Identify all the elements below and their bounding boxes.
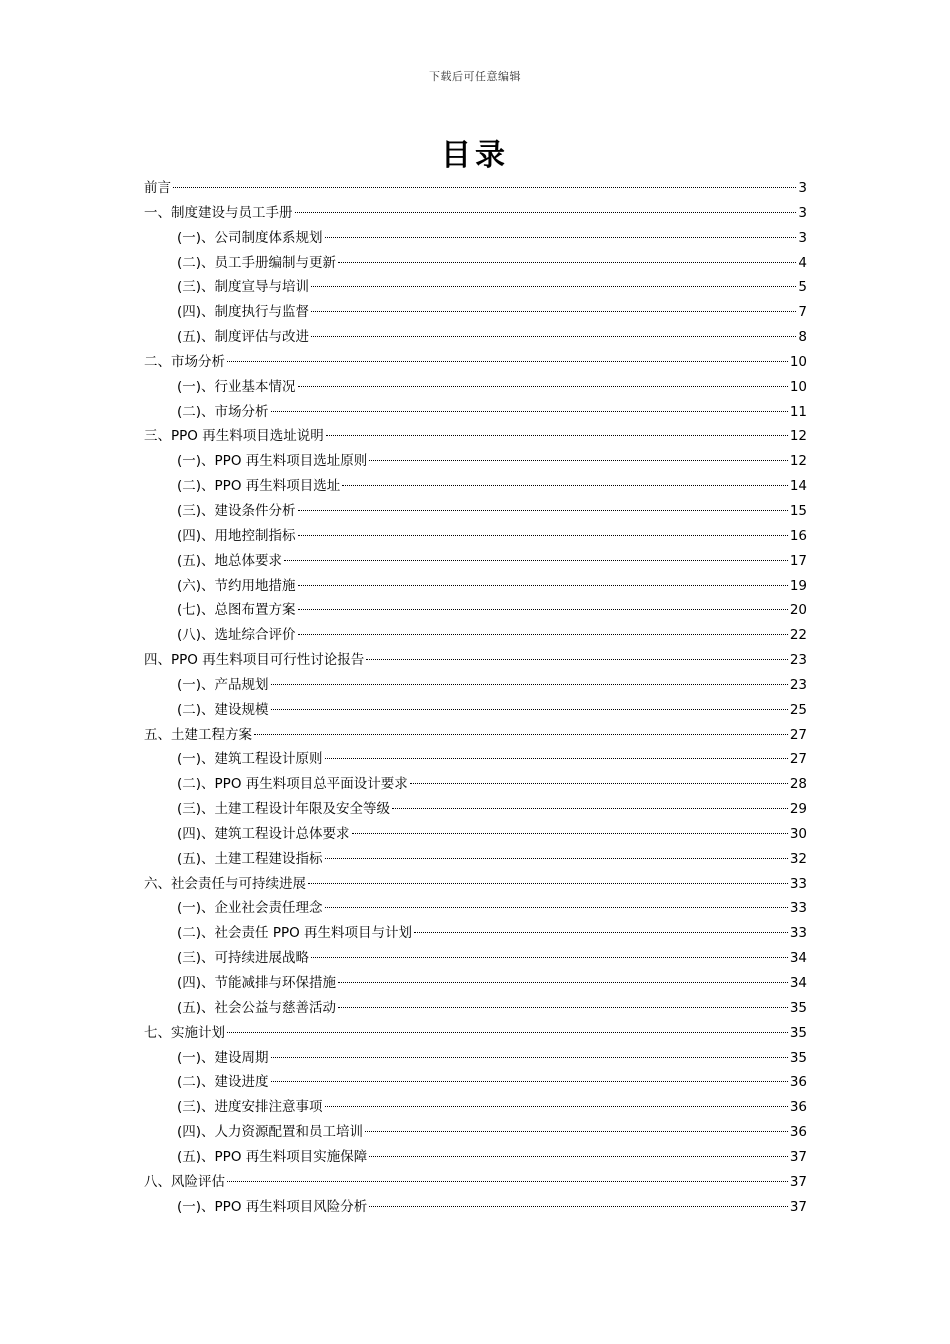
toc-entry-label: 三、PPO 再生料项目选址说明 xyxy=(144,428,324,445)
toc-section-entry[interactable] xyxy=(144,574,807,599)
table-of-contents xyxy=(144,176,807,1219)
download-edit-note: 下载后可任意编辑 xyxy=(429,70,521,83)
toc-entry-label: (三)、建设条件分析 xyxy=(177,502,296,519)
toc-entry-label: (二)、PPO 再生料项目选址 xyxy=(177,478,341,495)
toc-section-entry[interactable] xyxy=(144,325,807,350)
toc-section-entry[interactable] xyxy=(144,1120,807,1145)
toc-entry-label: (四)、建筑工程设计总体要求 xyxy=(177,825,350,842)
toc-dot-leader xyxy=(392,808,788,809)
toc-entry-label: (四)、用地控制指标 xyxy=(177,527,296,544)
toc-dot-leader xyxy=(254,734,788,735)
toc-dot-leader xyxy=(338,1007,788,1008)
toc-dot-leader xyxy=(311,311,796,312)
toc-dot-leader xyxy=(311,286,796,287)
toc-entry-label: (三)、土建工程设计年限及安全等级 xyxy=(177,801,391,818)
toc-dot-leader xyxy=(325,858,788,859)
toc-dot-leader xyxy=(338,262,796,263)
toc-dot-leader xyxy=(271,411,788,412)
toc-entry-label: (三)、进度安排注意事项 xyxy=(177,1099,323,1116)
toc-section-entry[interactable] xyxy=(144,375,807,400)
toc-chapter-entry[interactable] xyxy=(144,648,807,673)
toc-dot-leader xyxy=(308,883,788,884)
toc-dot-leader xyxy=(369,460,788,461)
toc-page-number: 27 xyxy=(789,751,807,768)
toc-section-entry[interactable] xyxy=(144,847,807,872)
toc-page-number: 36 xyxy=(789,1124,807,1141)
toc-chapter-entry[interactable] xyxy=(144,872,807,897)
toc-section-entry[interactable] xyxy=(144,996,807,1021)
toc-page-number: 27 xyxy=(789,726,807,743)
toc-section-entry[interactable] xyxy=(144,449,807,474)
toc-page-number: 35 xyxy=(789,1024,807,1041)
toc-entry-label: (一)、产品规划 xyxy=(177,676,269,693)
toc-section-entry[interactable] xyxy=(144,275,807,300)
toc-entry-label: (五)、社会公益与慈善活动 xyxy=(177,999,337,1016)
toc-page-number: 37 xyxy=(789,1148,807,1165)
toc-section-entry[interactable] xyxy=(144,524,807,549)
toc-chapter-entry[interactable] xyxy=(144,350,807,375)
toc-section-entry[interactable] xyxy=(144,921,807,946)
toc-entry-label: 四、PPO 再生料项目可行性讨论报告 xyxy=(144,652,365,669)
toc-section-entry[interactable] xyxy=(144,598,807,623)
toc-dot-leader xyxy=(271,1057,788,1058)
toc-page-number: 32 xyxy=(789,850,807,867)
toc-page-number: 10 xyxy=(789,378,807,395)
toc-dot-leader xyxy=(352,833,788,834)
toc-page-number: 12 xyxy=(789,428,807,445)
toc-page-number: 28 xyxy=(789,776,807,793)
toc-dot-leader xyxy=(298,386,788,387)
toc-dot-leader xyxy=(284,560,788,561)
toc-page-number: 34 xyxy=(789,975,807,991)
toc-entry-label: (一)、企业社会责任理念 xyxy=(177,900,323,917)
toc-entry-label: (一)、建筑工程设计原则 xyxy=(177,751,323,768)
toc-dot-leader xyxy=(410,783,788,784)
toc-section-entry[interactable] xyxy=(144,946,807,971)
toc-page-number: 16 xyxy=(789,527,807,544)
toc-section-entry[interactable] xyxy=(144,300,807,325)
toc-dot-leader xyxy=(311,336,796,337)
toc-page-number: 3 xyxy=(798,204,807,221)
toc-section-entry[interactable] xyxy=(144,549,807,574)
toc-page-number: 36 xyxy=(789,1099,807,1116)
toc-dot-leader xyxy=(295,212,797,213)
toc-page-number: 10 xyxy=(789,353,807,370)
toc-chapter-entry[interactable] xyxy=(144,424,807,449)
toc-page-number: 33 xyxy=(789,925,807,942)
toc-entry-label: (二)、员工手册编制与更新 xyxy=(177,254,337,271)
toc-section-entry[interactable] xyxy=(144,623,807,648)
toc-entry-label: (四)、制度执行与监督 xyxy=(177,304,310,321)
toc-entry-label: (二)、建设规模 xyxy=(177,701,269,718)
toc-section-entry[interactable] xyxy=(144,1046,807,1071)
toc-dot-leader xyxy=(298,535,788,536)
toc-page-number: 12 xyxy=(789,453,807,470)
toc-entry-label: (八)、选址综合评价 xyxy=(177,627,296,644)
toc-entry-label: (二)、社会责任 PPO 再生料项目与计划 xyxy=(177,925,413,942)
toc-chapter-entry[interactable] xyxy=(144,201,807,226)
toc-title: 目录 xyxy=(441,138,509,173)
toc-page-number: 33 xyxy=(789,900,807,917)
toc-section-entry[interactable] xyxy=(144,1195,807,1220)
toc-dot-leader xyxy=(298,634,788,635)
toc-dot-leader xyxy=(338,982,788,983)
toc-dot-leader xyxy=(298,585,788,586)
toc-entry-label: 前言 xyxy=(144,180,171,196)
toc-section-entry[interactable] xyxy=(144,822,807,847)
toc-section-entry[interactable] xyxy=(144,499,807,524)
toc-section-entry[interactable] xyxy=(144,1095,807,1120)
toc-page-number: 29 xyxy=(789,801,807,818)
toc-page-number: 3 xyxy=(798,180,807,196)
toc-dot-leader xyxy=(325,758,788,759)
toc-page-number: 15 xyxy=(789,502,807,519)
toc-entry-label: (一)、建设周期 xyxy=(177,1049,269,1066)
toc-section-entry[interactable] xyxy=(144,251,807,276)
toc-entry-label: (三)、可持续进展战略 xyxy=(177,950,310,967)
toc-entry-label: (六)、节约用地措施 xyxy=(177,577,296,594)
toc-dot-leader xyxy=(342,485,788,486)
toc-page-number: 33 xyxy=(789,875,807,892)
toc-entry-label: (二)、建设进度 xyxy=(177,1074,269,1091)
toc-page-number: 25 xyxy=(789,701,807,718)
toc-section-entry[interactable] xyxy=(144,772,807,797)
toc-page-number: 5 xyxy=(798,279,807,296)
toc-entry-label: (一)、公司制度体系规划 xyxy=(177,229,323,246)
toc-entry-label: (一)、PPO 再生料项目风险分析 xyxy=(177,1198,368,1215)
toc-section-entry[interactable] xyxy=(144,971,807,996)
toc-dot-leader xyxy=(369,1206,788,1207)
toc-section-entry[interactable] xyxy=(144,226,807,251)
toc-page-number: 37 xyxy=(789,1173,807,1190)
toc-section-entry[interactable] xyxy=(144,400,807,425)
toc-dot-leader xyxy=(271,684,788,685)
toc-dot-leader xyxy=(227,361,788,362)
toc-page-number: 37 xyxy=(789,1198,807,1215)
toc-page-number: 20 xyxy=(789,602,807,619)
toc-page-number: 35 xyxy=(789,1049,807,1066)
toc-entry-label: (三)、制度宣导与培训 xyxy=(177,279,310,296)
toc-entry-label: 六、社会责任与可持续进展 xyxy=(144,875,306,892)
toc-page-number: 30 xyxy=(789,825,807,842)
toc-section-entry[interactable] xyxy=(144,747,807,772)
toc-chapter-entry[interactable] xyxy=(144,1021,807,1046)
toc-dot-leader xyxy=(366,659,788,660)
toc-entry-label: (四)、人力资源配置和员工培训 xyxy=(177,1124,364,1141)
toc-section-entry[interactable] xyxy=(144,474,807,499)
toc-chapter-entry[interactable] xyxy=(144,1170,807,1195)
toc-page-number: 22 xyxy=(789,627,807,644)
toc-dot-leader xyxy=(325,237,797,238)
toc-chapter-entry[interactable] xyxy=(144,723,807,748)
toc-dot-leader xyxy=(414,932,788,933)
toc-entry-label: (四)、节能减排与环保措施 xyxy=(177,975,337,991)
toc-page-number: 7 xyxy=(798,304,807,321)
toc-page-number: 23 xyxy=(789,652,807,669)
toc-section-entry[interactable] xyxy=(144,698,807,723)
toc-entry-label: (一)、行业基本情况 xyxy=(177,378,296,395)
toc-page-number: 8 xyxy=(798,329,807,346)
toc-section-entry[interactable] xyxy=(144,673,807,698)
toc-dot-leader xyxy=(227,1181,788,1182)
toc-entry-label: 五、土建工程方案 xyxy=(144,726,252,743)
toc-entry-label: (七)、总图布置方案 xyxy=(177,602,296,619)
toc-page-number: 17 xyxy=(789,552,807,569)
toc-page-number: 19 xyxy=(789,577,807,594)
toc-dot-leader xyxy=(311,957,788,958)
toc-page-number: 11 xyxy=(789,403,807,420)
toc-section-entry[interactable] xyxy=(144,1145,807,1170)
toc-dot-leader xyxy=(298,609,788,610)
toc-section-entry[interactable] xyxy=(144,1070,807,1095)
toc-dot-leader xyxy=(173,187,796,188)
toc-entry-label: (二)、PPO 再生料项目总平面设计要求 xyxy=(177,776,408,793)
toc-dot-leader xyxy=(369,1156,788,1157)
toc-entry-label: (五)、地总体要求 xyxy=(177,552,283,569)
toc-dot-leader xyxy=(271,709,788,710)
toc-section-entry[interactable] xyxy=(144,896,807,921)
toc-entry-label: (五)、PPO 再生料项目实施保障 xyxy=(177,1148,368,1165)
toc-dot-leader xyxy=(365,1131,788,1132)
toc-section-entry[interactable] xyxy=(144,797,807,822)
toc-page-number: 4 xyxy=(798,254,807,271)
toc-dot-leader xyxy=(325,907,788,908)
toc-page-number: 3 xyxy=(798,229,807,246)
toc-dot-leader xyxy=(298,510,788,511)
toc-dot-leader xyxy=(325,1106,788,1107)
toc-entry-label: 八、风险评估 xyxy=(144,1173,225,1190)
toc-page-number: 34 xyxy=(789,950,807,967)
toc-page-number: 36 xyxy=(789,1074,807,1091)
toc-entry-label: (二)、市场分析 xyxy=(177,403,269,420)
toc-page-number: 35 xyxy=(789,999,807,1016)
toc-page-number: 14 xyxy=(789,478,807,495)
toc-chapter-entry[interactable] xyxy=(144,176,807,201)
toc-entry-label: (一)、PPO 再生料项目选址原则 xyxy=(177,453,368,470)
toc-entry-label: 七、实施计划 xyxy=(144,1024,225,1041)
toc-entry-label: (五)、土建工程建设指标 xyxy=(177,850,323,867)
toc-dot-leader xyxy=(271,1081,788,1082)
toc-page-number: 23 xyxy=(789,676,807,693)
toc-dot-leader xyxy=(227,1032,788,1033)
toc-entry-label: (五)、制度评估与改进 xyxy=(177,329,310,346)
toc-dot-leader xyxy=(326,435,788,436)
toc-entry-label: 二、市场分析 xyxy=(144,353,225,370)
toc-entry-label: 一、制度建设与员工手册 xyxy=(144,204,293,221)
